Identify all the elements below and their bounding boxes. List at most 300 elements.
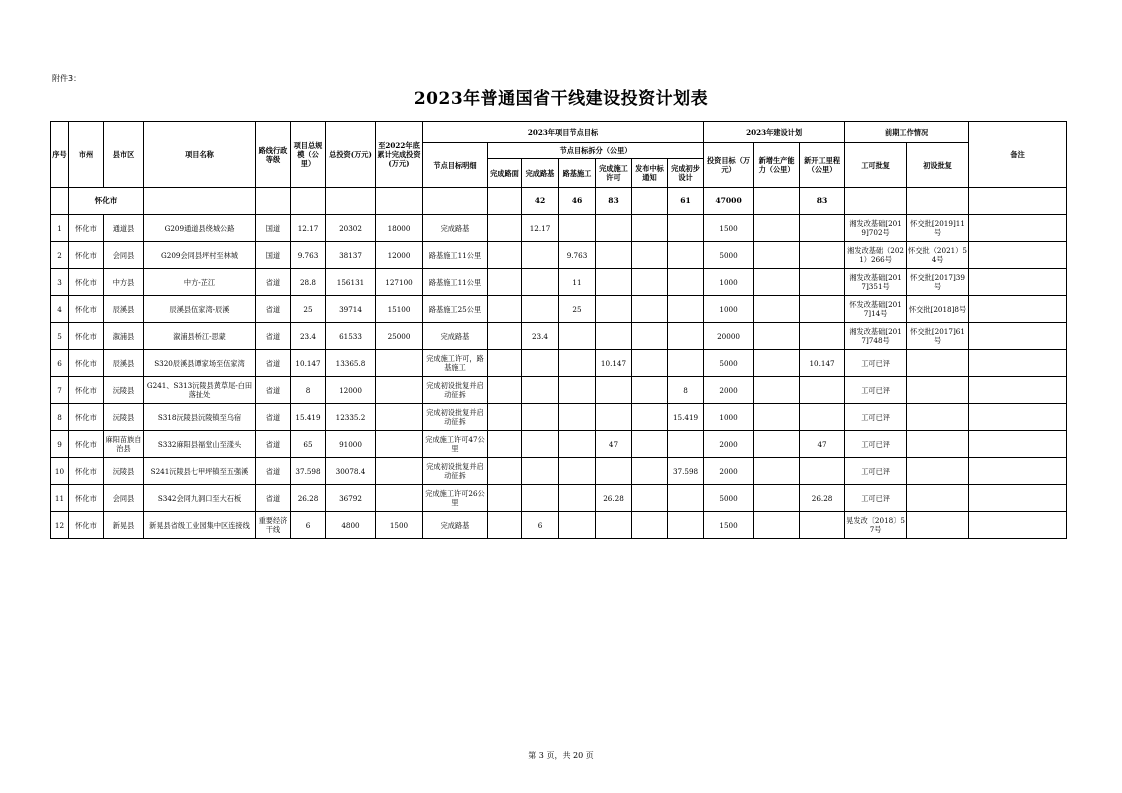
cell-city: 怀化市 [69,404,104,431]
cell-target: 1500 [704,512,754,539]
header-county: 县市区 [104,122,144,188]
total-cell [291,188,326,215]
total-city: 怀化市 [69,188,144,215]
header-node-split: 节点目标拆分（公里） [488,143,704,159]
cell-completed [376,404,423,431]
cell-remarks [969,458,1067,485]
cell-design [668,269,704,296]
cell-completed: 127100 [376,269,423,296]
cell-node-detail: 完成路基 [423,323,488,350]
cell-completed: 25000 [376,323,423,350]
cell-investment: 39714 [326,296,376,323]
cell-county: 辰溪县 [104,350,144,377]
cell-level: 省道 [256,323,291,350]
cell-completed: 18000 [376,215,423,242]
cell-investment: 12335.2 [326,404,376,431]
cell-pavement [488,512,522,539]
cell-pavement [488,296,522,323]
cell-seq: 8 [51,404,69,431]
cell-investment: 156131 [326,269,376,296]
cell-seq: 2 [51,242,69,269]
cell-new-start [800,377,845,404]
cell-new-start [800,512,845,539]
cell-design-approval [907,350,969,377]
cell-seq: 3 [51,269,69,296]
header-remarks: 备注 [969,122,1067,188]
cell-capacity [754,485,800,512]
investment-plan-table [50,121,1067,539]
cell-pavement [488,485,522,512]
cell-bid [632,512,668,539]
cell-seq: 11 [51,485,69,512]
cell-seq: 5 [51,323,69,350]
total-cell [754,188,800,215]
cell-scale: 25 [291,296,326,323]
cell-feasibility: 湘发改基础[2017]748号 [845,323,907,350]
cell-new-start: 26.28 [800,485,845,512]
cell-remarks [969,431,1067,458]
total-cell [256,188,291,215]
cell-county: 沅陵县 [104,377,144,404]
total-cell [845,188,907,215]
header-node-group: 2023年项目节点目标 [423,122,704,143]
cell-design-approval: 怀交批[2019]11号 [907,215,969,242]
cell-bid [632,296,668,323]
cell-target: 1000 [704,269,754,296]
cell-bid [632,377,668,404]
cell-name: S320辰溪县谭家场至伍家湾 [144,350,256,377]
cell-scale: 12.17 [291,215,326,242]
cell-sub-construction [559,458,596,485]
cell-bid [632,431,668,458]
cell-new-start [800,404,845,431]
table-row [51,458,1067,485]
cell-subgrade [522,350,559,377]
cell-subgrade [522,377,559,404]
cell-city: 怀化市 [69,485,104,512]
cell-remarks [969,242,1067,269]
cell-county: 沅陵县 [104,458,144,485]
cell-remarks [969,269,1067,296]
cell-permit [596,404,632,431]
cell-feasibility: 湘发改基础[2019]702号 [845,215,907,242]
header-project-name: 项目名称 [144,122,256,188]
cell-bid [632,458,668,485]
cell-sub-construction: 11 [559,269,596,296]
cell-capacity [754,215,800,242]
cell-sub-construction [559,215,596,242]
cell-name: S332麻阳县福堂山至漾头 [144,431,256,458]
cell-new-start [800,269,845,296]
cell-city: 怀化市 [69,296,104,323]
cell-level: 重要经济干线 [256,512,291,539]
cell-county: 新晃县 [104,512,144,539]
cell-sub-construction [559,485,596,512]
cell-permit [596,377,632,404]
cell-seq: 10 [51,458,69,485]
cell-permit [596,269,632,296]
cell-subgrade: 23.4 [522,323,559,350]
cell-target: 5000 [704,242,754,269]
cell-bid [632,215,668,242]
cell-completed: 1500 [376,512,423,539]
cell-subgrade [522,296,559,323]
total-cell [423,188,488,215]
cell-new-start: 47 [800,431,845,458]
cell-design [668,242,704,269]
cell-design [668,323,704,350]
cell-subgrade [522,485,559,512]
cell-name: 新晃县省级工业园集中区连接线 [144,512,256,539]
cell-design [668,431,704,458]
cell-permit [596,215,632,242]
cell-level: 国道 [256,215,291,242]
header-new-capacity: 新增生产能力（公里） [754,143,800,188]
cell-design-approval [907,458,969,485]
cell-pavement [488,323,522,350]
cell-new-start [800,242,845,269]
cell-city: 怀化市 [69,323,104,350]
cell-pavement [488,215,522,242]
cell-design [668,215,704,242]
cell-scale: 8 [291,377,326,404]
cell-scale: 37.598 [291,458,326,485]
cell-city: 怀化市 [69,431,104,458]
cell-name: G241、S313沅陵县黄草尾-白田落扯处 [144,377,256,404]
cell-design [668,485,704,512]
cell-node-detail: 完成施工许可26公里 [423,485,488,512]
header-seq: 序号 [51,122,69,188]
cell-capacity [754,458,800,485]
cell-design-approval: 怀交批（2021）54号 [907,242,969,269]
page-number: 第 3 页，共 20 页 [528,751,594,760]
cell-pavement [488,269,522,296]
cell-city: 怀化市 [69,269,104,296]
cell-remarks [969,350,1067,377]
cell-design-approval [907,485,969,512]
cell-scale: 65 [291,431,326,458]
cell-target: 1000 [704,296,754,323]
cell-design-approval [907,377,969,404]
cell-city: 怀化市 [69,512,104,539]
cell-subgrade [522,404,559,431]
cell-investment: 13365.8 [326,350,376,377]
cell-design-approval: 怀交批[2017]61号 [907,323,969,350]
cell-county: 会同县 [104,242,144,269]
cell-target: 1500 [704,215,754,242]
header-completed-2022: 至2022年底累计完成投资(万元) [376,122,423,188]
header-bid-notice: 发布中标通知 [632,159,668,188]
cell-scale: 15.419 [291,404,326,431]
cell-design-approval: 怀交批[2018]8号 [907,296,969,323]
cell-target: 2000 [704,458,754,485]
cell-completed [376,377,423,404]
cell-county: 溆浦县 [104,323,144,350]
cell-feasibility: 湘发改基础（2021）266号 [845,242,907,269]
cell-node-detail: 完成施工许可47公里 [423,431,488,458]
cell-new-start [800,215,845,242]
cell-completed [376,485,423,512]
cell-design: 37.598 [668,458,704,485]
cell-subgrade [522,431,559,458]
cell-investment: 20302 [326,215,376,242]
cell-seq: 1 [51,215,69,242]
cell-capacity [754,377,800,404]
cell-permit: 47 [596,431,632,458]
cell-bid [632,350,668,377]
header-city: 市州 [69,122,104,188]
table-row [51,296,1067,323]
cell-target: 2000 [704,377,754,404]
attachment-label: 附件3： [52,74,82,83]
cell-feasibility: 工可已评 [845,377,907,404]
cell-target: 20000 [704,323,754,350]
cell-target: 2000 [704,431,754,458]
cell-capacity [754,431,800,458]
cell-county: 通道县 [104,215,144,242]
cell-permit [596,296,632,323]
cell-investment: 91000 [326,431,376,458]
cell-design [668,350,704,377]
header-feasibility: 工可批复 [845,143,907,188]
cell-sub-construction [559,323,596,350]
cell-bid [632,269,668,296]
cell-county: 麻阳苗族自治县 [104,431,144,458]
cell-permit [596,323,632,350]
total-cell [488,188,522,215]
cell-sub-construction: 9.763 [559,242,596,269]
total-cell [907,188,969,215]
cell-capacity [754,323,800,350]
cell-node-detail: 完成路基 [423,512,488,539]
cell-new-start [800,296,845,323]
total-cell [144,188,256,215]
page-title: 2023年普通国省干线建设投资计划表 [413,89,709,109]
cell-remarks [969,215,1067,242]
header-construction-permit: 完成施工许可 [596,159,632,188]
cell-capacity [754,350,800,377]
cell-completed [376,350,423,377]
table-row [51,377,1067,404]
cell-seq: 9 [51,431,69,458]
total-cell [969,188,1067,215]
cell-permit [596,242,632,269]
cell-county: 中方县 [104,269,144,296]
table-row [51,242,1067,269]
header-total-investment: 总投资(万元) [326,122,376,188]
header-prelim-design: 完成初步设计 [668,159,704,188]
cell-bid [632,485,668,512]
cell-level: 省道 [256,485,291,512]
cell-sub-construction [559,404,596,431]
cell-city: 怀化市 [69,350,104,377]
cell-scale: 26.28 [291,485,326,512]
cell-seq: 12 [51,512,69,539]
cell-pavement [488,350,522,377]
cell-city: 怀化市 [69,458,104,485]
cell-feasibility: 工可已评 [845,404,907,431]
table-row [51,485,1067,512]
cell-target: 1000 [704,404,754,431]
cell-city: 怀化市 [69,377,104,404]
cell-remarks [969,323,1067,350]
cell-new-start: 10.147 [800,350,845,377]
cell-bid [632,242,668,269]
cell-level: 省道 [256,458,291,485]
cell-name: G209通道县绕城公路 [144,215,256,242]
total-complete-subgrade: 42 [522,188,559,215]
cell-node-detail: 路基施工25公里 [423,296,488,323]
cell-feasibility: 湘发改基础[2017]351号 [845,269,907,296]
cell-permit [596,458,632,485]
cell-name: 辰溪县伍家湾-辰溪 [144,296,256,323]
cell-sub-construction [559,377,596,404]
total-cell [632,188,668,215]
cell-completed: 15100 [376,296,423,323]
cell-feasibility: 工可已评 [845,485,907,512]
cell-pavement [488,431,522,458]
cell-completed: 12000 [376,242,423,269]
cell-design: 15.419 [668,404,704,431]
cell-name: 溆浦县桥江-思蒙 [144,323,256,350]
cell-target: 5000 [704,350,754,377]
header-complete-pavement: 完成路面 [488,159,522,188]
cell-target: 5000 [704,485,754,512]
cell-design-approval [907,404,969,431]
cell-subgrade: 12.17 [522,215,559,242]
cell-node-detail: 完成路基 [423,215,488,242]
cell-sub-construction [559,350,596,377]
cell-completed [376,431,423,458]
total-cell [376,188,423,215]
total-subgrade-construction: 46 [559,188,596,215]
cell-subgrade [522,458,559,485]
cell-subgrade [522,242,559,269]
cell-remarks [969,296,1067,323]
table-row [51,404,1067,431]
cell-pavement [488,242,522,269]
cell-scale: 6 [291,512,326,539]
header-route-level: 路线行政等级 [256,122,291,188]
cell-remarks [969,377,1067,404]
total-prelim-design: 61 [668,188,704,215]
cell-city: 怀化市 [69,242,104,269]
cell-permit: 26.28 [596,485,632,512]
header-plan-group: 2023年建设计划 [704,122,845,143]
cell-remarks [969,404,1067,431]
cell-node-detail: 完成初设批复并启动征拆 [423,404,488,431]
cell-feasibility: 工可已评 [845,458,907,485]
cell-bid [632,323,668,350]
cell-level: 省道 [256,350,291,377]
cell-city: 怀化市 [69,215,104,242]
cell-completed [376,458,423,485]
cell-node-detail: 路基施工11公里 [423,242,488,269]
cell-design [668,296,704,323]
cell-node-detail: 完成施工许可，路基施工 [423,350,488,377]
table-row [51,431,1067,458]
header-row-1 [51,122,1067,143]
cell-bid [632,404,668,431]
cell-investment: 36792 [326,485,376,512]
cell-subgrade: 6 [522,512,559,539]
header-design-approval: 初设批复 [907,143,969,188]
cell-design [668,512,704,539]
table-row [51,512,1067,539]
cell-seq: 7 [51,377,69,404]
cell-pavement [488,458,522,485]
cell-capacity [754,269,800,296]
table-row [51,350,1067,377]
cell-county: 辰溪县 [104,296,144,323]
cell-design: 8 [668,377,704,404]
cell-permit: 10.147 [596,350,632,377]
cell-name: S241沅陵县七甲坪镇至五强溪 [144,458,256,485]
cell-pavement [488,377,522,404]
header-subgrade-construction: 路基施工 [559,159,596,188]
cell-level: 省道 [256,404,291,431]
cell-pavement [488,404,522,431]
cell-subgrade [522,269,559,296]
cell-scale: 23.4 [291,323,326,350]
cell-investment: 12000 [326,377,376,404]
total-construction-permit: 83 [596,188,632,215]
header-prework-group: 前期工作情况 [845,122,969,143]
header-investment-target: 投资目标（万元） [704,143,754,188]
cell-feasibility: 晃发改〔2018〕57号 [845,512,907,539]
cell-new-start [800,323,845,350]
total-new-start: 83 [800,188,845,215]
cell-name: S318沅陵县沅陵镇至乌宿 [144,404,256,431]
cell-seq: 4 [51,296,69,323]
cell-name: 中方-芷江 [144,269,256,296]
cell-remarks [969,485,1067,512]
cell-permit [596,512,632,539]
cell-node-detail: 完成初设批复并启动征拆 [423,458,488,485]
cell-investment: 4800 [326,512,376,539]
total-cell [326,188,376,215]
table-row [51,323,1067,350]
cell-remarks [969,512,1067,539]
cell-county: 沅陵县 [104,404,144,431]
cell-feasibility: 工可已评 [845,431,907,458]
header-scale: 项目总规模（公里） [291,122,326,188]
cell-level: 省道 [256,296,291,323]
header-node-detail: 节点目标明细 [423,143,488,188]
cell-level: 省道 [256,431,291,458]
cell-node-detail: 完成初设批复并启动征拆 [423,377,488,404]
total-investment-target: 47000 [704,188,754,215]
header-new-start: 新开工里程（公里） [800,143,845,188]
cell-scale: 9.763 [291,242,326,269]
cell-scale: 28.8 [291,269,326,296]
cell-sub-construction [559,431,596,458]
cell-seq: 6 [51,350,69,377]
cell-capacity [754,242,800,269]
cell-sub-construction [559,512,596,539]
cell-county: 会同县 [104,485,144,512]
cell-capacity [754,296,800,323]
table-row [51,215,1067,242]
total-row [51,188,1067,215]
cell-investment: 30078.4 [326,458,376,485]
cell-name: G209会同县坪村至林城 [144,242,256,269]
header-complete-subgrade: 完成路基 [522,159,559,188]
cell-design-approval [907,431,969,458]
cell-name: S342会同九洞口至大石板 [144,485,256,512]
cell-capacity [754,404,800,431]
cell-feasibility: 工可已评 [845,350,907,377]
